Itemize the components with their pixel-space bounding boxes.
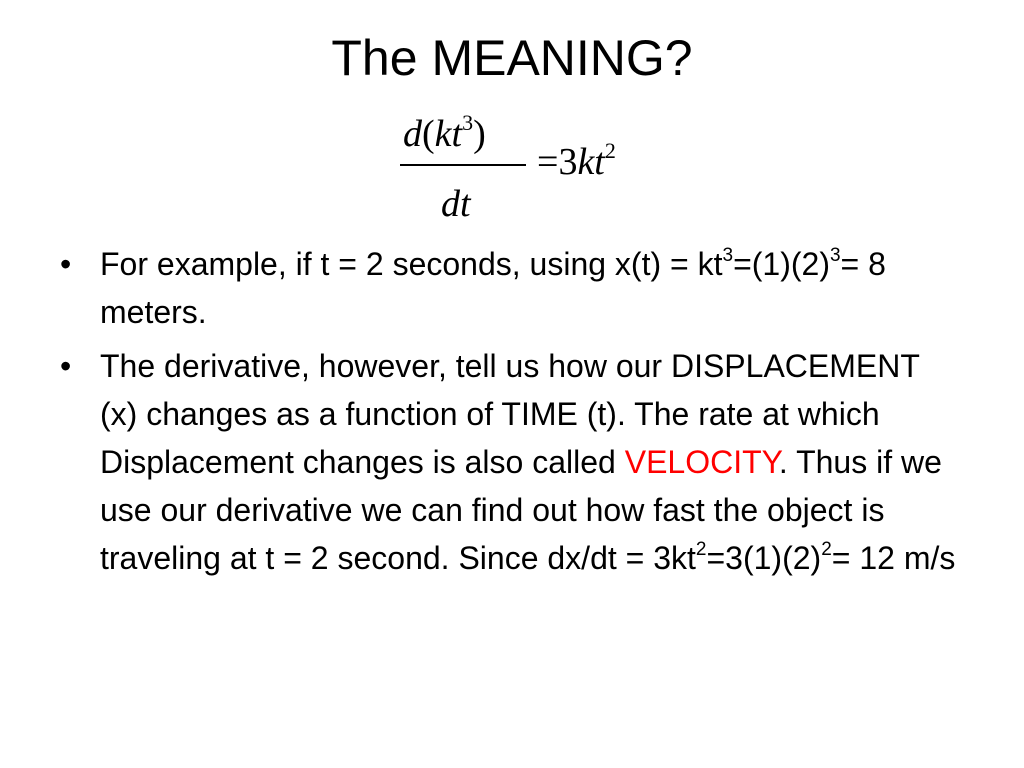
equation-numerator-d: d [403,113,422,155]
superscript: 2 [821,539,832,561]
equation-rhs [537,140,616,184]
equation-denominator: dt [441,183,471,225]
equation-numerator [403,112,486,156]
superscript: 3 [722,245,734,267]
bullet-marker-icon: • [60,246,72,282]
equation-equals: = [537,141,559,183]
bullet-text: =(1)(2) [733,246,830,282]
bullet-text: . Thus if we use our derivative we can find out how fast the object is traveling at t = 2 second. Since dx/dt = 3kt [100,444,942,576]
velocity-highlight: VELOCITY [624,444,779,480]
bullet-item-derivative [60,342,960,582]
bullet-text: For example, if t = 2 seconds, using x(t) = kt [100,246,723,282]
equation-numerator-exponent: 3 [462,110,474,135]
bullet-text: The derivative, however, tell us how our DISPLACEMENT (x) changes as a function of TIME (t). The rate at which Displacement changes is also called [100,348,920,480]
bullet-text: =3(1)(2) [706,540,822,576]
fraction-bar [400,164,526,166]
superscript: 2 [695,539,707,561]
bullet-list [60,240,960,588]
bullet-text: = 8 meters. [100,246,886,330]
derivative-equation [395,110,665,230]
bullet-marker-icon: • [60,348,72,384]
bullet-item-example [60,240,960,336]
equation-rhs-exponent: 2 [604,138,616,163]
slide-title: The MEANING? [331,30,693,86]
equation-rhs-variable: kt [577,141,605,183]
superscript: 3 [829,245,841,267]
equation-numerator-open-paren: ( [422,113,435,155]
equation-numerator-kt: kt [434,113,463,155]
equation-coefficient: 3 [558,141,578,183]
equation-numerator-close-paren: ) [473,113,486,155]
bullet-text: = 12 m/s [831,540,956,576]
